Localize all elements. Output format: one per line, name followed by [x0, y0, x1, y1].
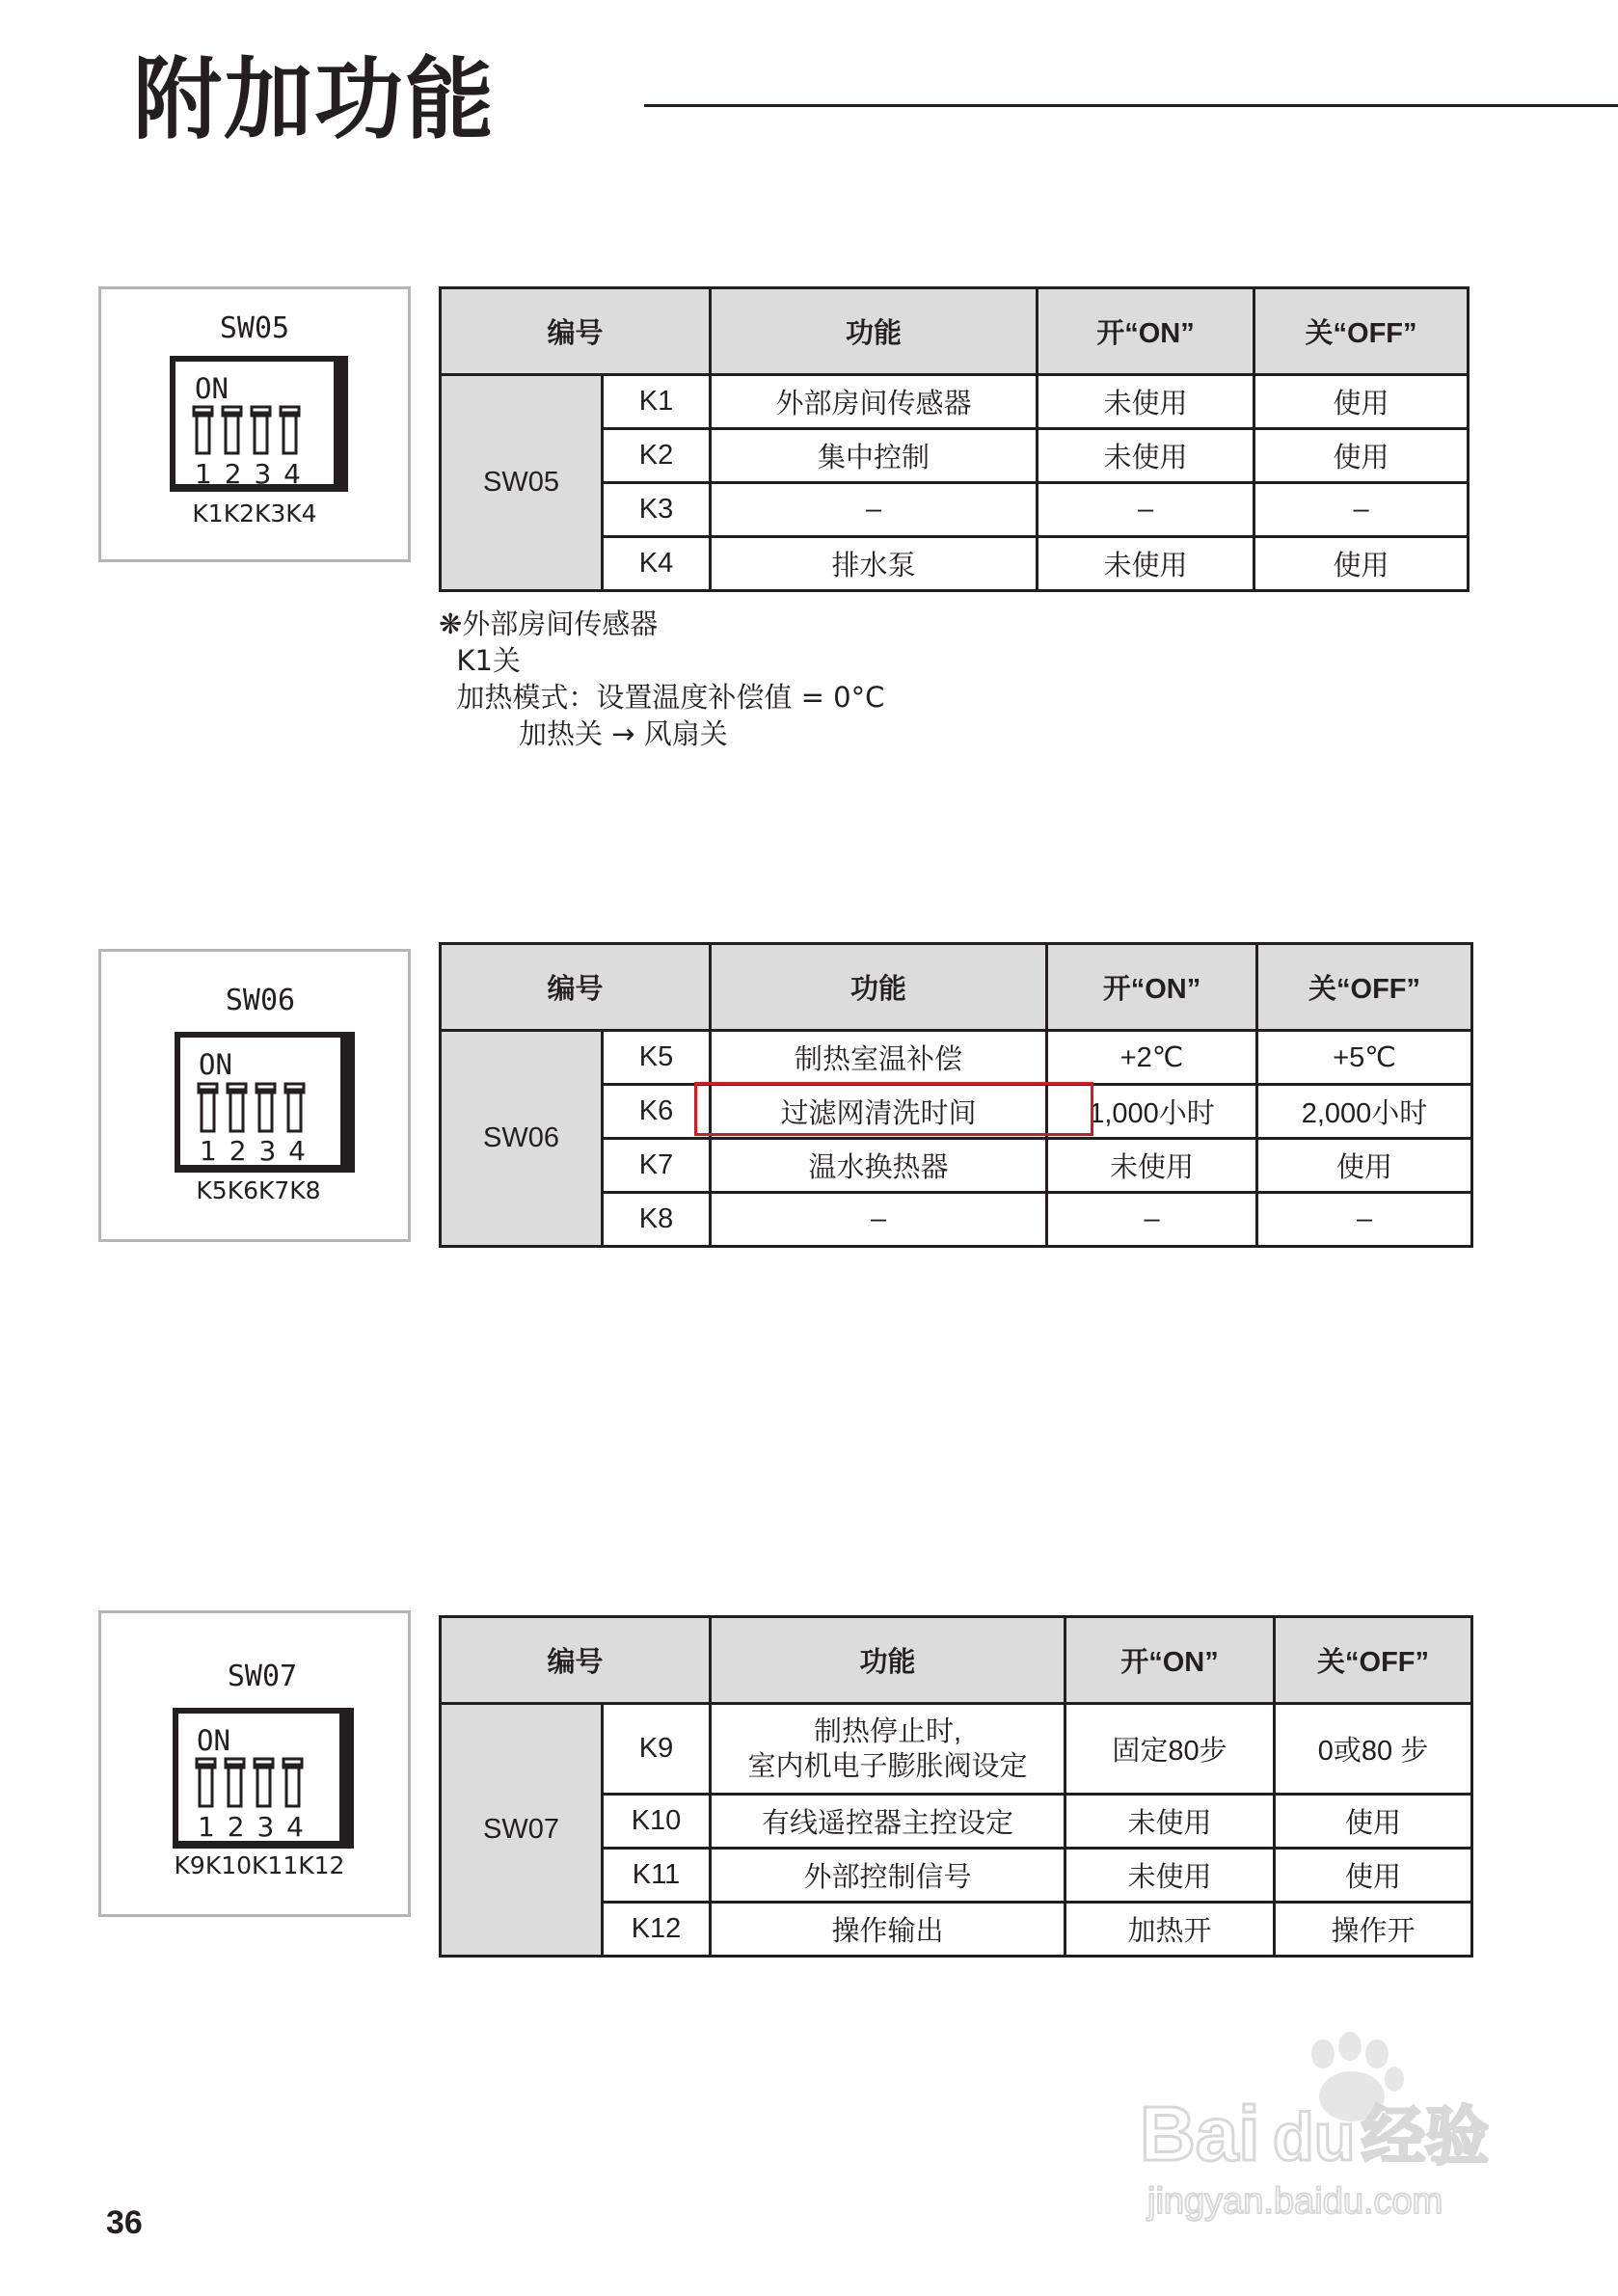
- watermark-url: jingyan.baidu.com: [1147, 2181, 1443, 2222]
- on-cell: 未使用: [1038, 537, 1254, 591]
- key-cell: K3: [603, 483, 711, 537]
- dip-key-labels: K1K2K3K4: [192, 500, 317, 527]
- key-cell: K1: [603, 375, 711, 429]
- on-cell: +2℃: [1047, 1031, 1257, 1085]
- table-header-row: [441, 944, 1472, 1031]
- watermark-suffix: 经验: [1362, 2099, 1489, 2174]
- key-cell: K6: [603, 1085, 711, 1139]
- on-cell: 加热开: [1065, 1903, 1275, 1957]
- note-line: ❋外部房间传感器: [439, 608, 659, 640]
- header-function: 功能: [711, 288, 1038, 375]
- note-line: K1关: [439, 644, 521, 677]
- header-off: 关“OFF”: [1275, 1617, 1472, 1704]
- key-cell: K5: [603, 1031, 711, 1085]
- dip-on-label: ON: [199, 1048, 232, 1081]
- function-cell: 过滤网清洗时间: [711, 1085, 1047, 1139]
- function-cell: 有线遥控器主控设定: [711, 1795, 1065, 1849]
- watermark-brand: Bai: [1140, 2091, 1260, 2176]
- page-title: 附加功能: [133, 48, 497, 151]
- dip-switch-name: SW05: [219, 311, 290, 345]
- table-row: [441, 1031, 1472, 1085]
- baidu-jingyan-watermark: [1138, 2025, 1543, 2228]
- dip-on-label: ON: [195, 372, 229, 405]
- dip-key-labels: K5K6K7K8: [196, 1176, 321, 1204]
- function-line: 制热停止时,: [813, 1715, 962, 1747]
- key-cell: K12: [603, 1903, 711, 1957]
- off-cell: 2,000小时: [1257, 1085, 1472, 1139]
- on-cell: 未使用: [1038, 375, 1254, 429]
- key-cell: K9: [603, 1704, 711, 1795]
- header-code: 编号: [441, 944, 711, 1031]
- off-cell: 使用: [1257, 1139, 1472, 1193]
- function-cell: 外部控制信号: [711, 1849, 1065, 1903]
- note-line: 加热关 → 风扇关: [439, 717, 728, 750]
- header-on: 开“ON”: [1038, 288, 1254, 375]
- page-number: 36: [106, 2204, 143, 2241]
- sw06-table: [439, 942, 1473, 1248]
- on-cell: –: [1038, 483, 1254, 537]
- function-cell: 制热室温补偿: [711, 1031, 1047, 1085]
- off-cell: 使用: [1254, 429, 1469, 483]
- header-code: 编号: [441, 288, 711, 375]
- switch-group-label: SW05: [441, 375, 603, 591]
- key-cell: K11: [603, 1849, 711, 1903]
- header-off: 关“OFF”: [1254, 288, 1469, 375]
- table-header-row: [441, 288, 1469, 375]
- function-cell: –: [711, 1193, 1047, 1247]
- sw07-table: [439, 1615, 1473, 1958]
- on-cell: 未使用: [1038, 429, 1254, 483]
- function-cell: 温水换热器: [711, 1139, 1047, 1193]
- header-on: 开“ON”: [1065, 1617, 1275, 1704]
- dip-switch-name: SW07: [227, 1660, 298, 1693]
- on-cell: 未使用: [1065, 1849, 1275, 1903]
- off-cell: 0或80 步: [1275, 1704, 1472, 1795]
- dip-switch-name: SW06: [225, 984, 296, 1017]
- dip-switch-sw06-figure: [98, 949, 411, 1242]
- dip-on-label: ON: [197, 1724, 230, 1757]
- sw05-table: [439, 286, 1470, 592]
- function-cell: –: [711, 483, 1038, 537]
- dip-switch-sw07-figure: [98, 1610, 411, 1917]
- external-sensor-note: [439, 606, 884, 752]
- on-cell: 1,000小时: [1047, 1085, 1257, 1139]
- on-cell: –: [1047, 1193, 1257, 1247]
- key-cell: K8: [603, 1193, 711, 1247]
- on-cell: 未使用: [1065, 1795, 1275, 1849]
- function-line: 室内机电子膨胀阀设定: [747, 1750, 1028, 1782]
- switch-group-label: SW06: [441, 1031, 603, 1247]
- header-on: 开“ON”: [1047, 944, 1257, 1031]
- off-cell: +5℃: [1257, 1031, 1472, 1085]
- key-cell: K7: [603, 1139, 711, 1193]
- header-off: 关“OFF”: [1257, 944, 1472, 1031]
- header-function: 功能: [711, 1617, 1065, 1704]
- dip-numbers: 1 2 3 4: [200, 1135, 306, 1167]
- function-cell: 排水泵: [711, 537, 1038, 591]
- dip-numbers: 1 2 3 4: [195, 458, 301, 490]
- watermark-brand-du: du: [1273, 2099, 1356, 2174]
- header-function: 功能: [711, 944, 1047, 1031]
- off-cell: 操作开: [1275, 1903, 1472, 1957]
- table-row: [441, 1704, 1472, 1795]
- key-cell: K2: [603, 429, 711, 483]
- table-row: [441, 375, 1469, 429]
- off-cell: 使用: [1275, 1795, 1472, 1849]
- on-cell: 固定80步: [1065, 1704, 1275, 1795]
- off-cell: 使用: [1275, 1849, 1472, 1903]
- off-cell: –: [1254, 483, 1469, 537]
- note-line: 加热模式：设置温度补偿值 = 0°C: [439, 681, 885, 714]
- off-cell: 使用: [1254, 375, 1469, 429]
- dip-switch-sw05-figure: [98, 286, 411, 562]
- switch-group-label: SW07: [441, 1704, 603, 1957]
- function-cell: 操作输出: [711, 1903, 1065, 1957]
- dip-key-labels: K9K10K11K12: [174, 1851, 345, 1879]
- table-header-row: [441, 1617, 1472, 1704]
- off-cell: –: [1257, 1193, 1472, 1247]
- title-rule: [644, 104, 1618, 107]
- function-cell: 外部房间传感器: [711, 375, 1038, 429]
- function-cell: [711, 1704, 1065, 1795]
- function-cell: 集中控制: [711, 429, 1038, 483]
- header-code: 编号: [441, 1617, 711, 1704]
- on-cell: 未使用: [1047, 1139, 1257, 1193]
- dip-numbers: 1 2 3 4: [198, 1811, 304, 1843]
- key-cell: K10: [603, 1795, 711, 1849]
- off-cell: 使用: [1254, 537, 1469, 591]
- key-cell: K4: [603, 537, 711, 591]
